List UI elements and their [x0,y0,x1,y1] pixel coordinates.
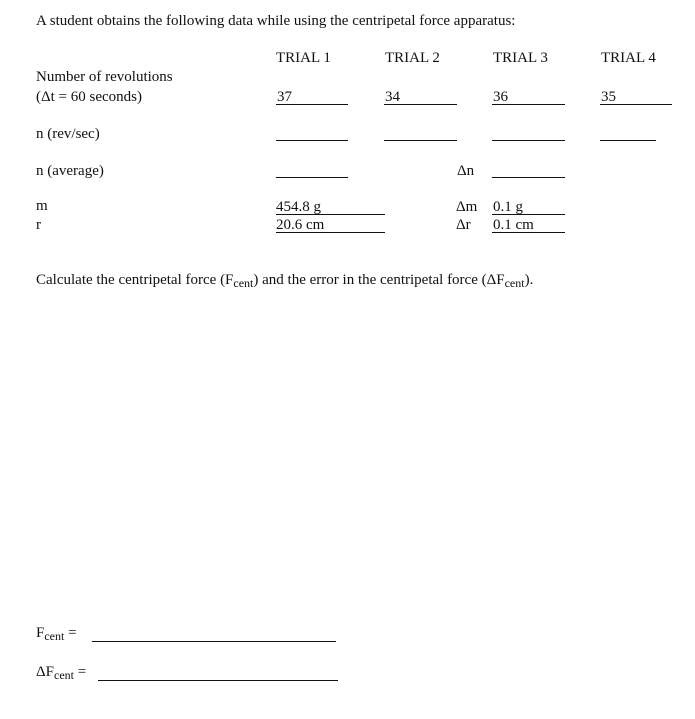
n-average-label: n (average) [36,163,104,179]
trial-1-header: TRIAL 1 [276,50,331,66]
delta-r-label: Δr [456,217,471,233]
trial-2-revolutions: 34 [385,89,400,105]
trial-1-revolutions-line [276,104,348,105]
f-cent-label: $F_{cent}$ = [36,625,77,643]
trial-2-n-blank[interactable] [384,140,457,141]
revolutions-label-line2: (Δt = 60 seconds) [36,89,143,105]
trial-4-revolutions-line [600,104,672,105]
trial-3-revolutions: 36 [493,89,508,105]
trial-1-revolutions: 37 [277,89,292,105]
trial-3-revolutions-line [492,104,565,105]
delta-m-value: 0.1 g [493,199,523,215]
delta-r-value: 0.1 cm [493,217,534,233]
intro-text: A student obtains the following data while using the centripetal force apparatus: [36,13,516,29]
trial-3-header: TRIAL 3 [493,50,548,66]
trial-4-n-blank[interactable] [600,140,656,141]
delta-n-blank[interactable] [492,177,565,178]
trial-3-n-blank[interactable] [492,140,565,141]
trial-4-header: TRIAL 4 [601,50,656,66]
m-value: 454.8 g [276,199,321,215]
trial-4-revolutions: 35 [601,89,616,105]
trial-2-revolutions-line [384,104,457,105]
delta-r-line [492,232,565,233]
delta-n-label: Δn [457,163,475,179]
r-value: 20.6 cm [276,217,325,233]
revolutions-label-line1: Number of revolutions [36,69,173,85]
f-cent-answer-line[interactable] [92,641,336,642]
n-average-blank[interactable] [276,177,348,178]
n-label: n (rev/sec) [36,126,100,142]
question-text: Calculate the centripetal force $(F_{cent})$ and the error in the centripetal force $(\Delta F_{cent})$. [36,272,534,290]
delta-m-line [492,214,565,215]
trial-2-header: TRIAL 2 [385,50,440,66]
r-value-line [276,232,385,233]
delta-m-label: Δm [456,199,478,215]
m-value-line [276,214,385,215]
delta-f-cent-label: $\Delta F_{cent}$ = [36,664,87,682]
m-label: m [36,198,48,214]
trial-1-n-blank[interactable] [276,140,348,141]
r-label: r [36,217,41,233]
delta-f-cent-answer-line[interactable] [98,680,338,681]
